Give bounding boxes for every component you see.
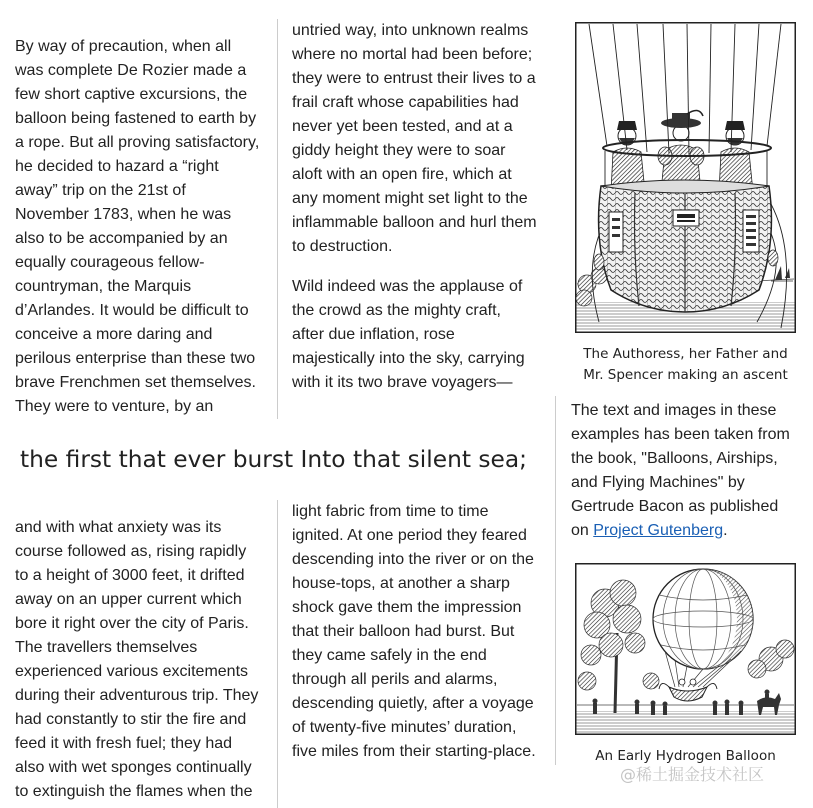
text-line: d’Arlandes. It would be difficult to bbox=[15, 302, 249, 319]
caption-line: The Authoress, her Father and bbox=[583, 346, 788, 362]
text-line: after due inflation, rose bbox=[292, 326, 455, 343]
text-line: perilous enterprise than these two bbox=[15, 350, 256, 367]
text-line: By way of precaution, when all bbox=[15, 38, 232, 55]
text-line: examples has been taken from bbox=[571, 426, 790, 443]
text-line: and Flying Machines" by bbox=[571, 474, 745, 491]
text-line: five miles from their starting-place. bbox=[292, 743, 536, 760]
column-rule-top bbox=[277, 19, 278, 419]
text-line: with it its two brave voyagers— bbox=[292, 374, 513, 391]
figure-hydrogen-balloon bbox=[575, 563, 796, 735]
text-line: away” trip on the 21st of bbox=[15, 182, 186, 199]
text-line: majestically into the sky, carrying bbox=[292, 350, 525, 367]
text-line: frail craft whose capabilities had bbox=[292, 94, 519, 111]
wicker-basket bbox=[594, 180, 778, 312]
caption-line: Mr. Spencer making an ascent bbox=[583, 367, 788, 383]
text-line: away on an upper current which bbox=[15, 591, 242, 608]
credit-prefix: on bbox=[571, 522, 594, 539]
text-line: The travellers themselves bbox=[15, 639, 198, 656]
text-line: the book, "Balloons, Airships, bbox=[571, 450, 778, 467]
text-line: any moment might set light to the bbox=[292, 190, 528, 207]
text-line: shock gave them the impression bbox=[292, 599, 522, 616]
text-line: also to be accompanied by an bbox=[15, 230, 228, 247]
figure-1-caption bbox=[575, 344, 796, 386]
text-line: of twenty-five minutes’ duration, bbox=[292, 719, 517, 736]
text-line: experienced various excitements bbox=[15, 663, 249, 680]
text-line: never yet been tested, and at a bbox=[292, 118, 513, 135]
column-rule-bottom bbox=[277, 500, 278, 808]
text-line: They were to venture, by an bbox=[15, 398, 214, 415]
bottom-column-2 bbox=[292, 500, 539, 764]
text-line: to destruction. bbox=[292, 238, 393, 255]
text-line: to a height of 3000 feet, it drifted bbox=[15, 567, 245, 584]
text-line: giddy height they were to soar bbox=[292, 142, 506, 159]
figure-authoress-ascent bbox=[575, 22, 796, 333]
project-gutenberg-link[interactable]: Project Gutenberg bbox=[593, 522, 724, 539]
text-line: balloon being fastened to earth by bbox=[15, 110, 257, 127]
text-line: November 1783, when he was bbox=[15, 206, 232, 223]
text-line: he decided to hazard a “right bbox=[15, 158, 219, 175]
text-line bbox=[571, 519, 796, 543]
text-line: equally courageous fellow- bbox=[15, 254, 205, 271]
top-column-1 bbox=[15, 35, 262, 419]
text-line: the crowd as the mighty craft, bbox=[292, 302, 501, 319]
text-line: bore it right over the city of Paris. bbox=[15, 615, 249, 632]
text-line: a rope. But all proving satisfactory, bbox=[15, 134, 260, 151]
top-column-2 bbox=[292, 19, 539, 395]
text-line: that their balloon had burst. But bbox=[292, 623, 515, 640]
text-line: aloft with an open fire, which at bbox=[292, 166, 512, 183]
text-line: during their adventurous trip. They bbox=[15, 687, 259, 704]
source-credit bbox=[571, 399, 796, 543]
hydrogen-balloon-illustration bbox=[575, 563, 796, 735]
text-line: ignited. At one period they feared bbox=[292, 527, 527, 544]
text-line: was complete De Rozier made a bbox=[15, 62, 247, 79]
paragraph bbox=[292, 275, 539, 395]
text-line: also with wet sponges continually bbox=[15, 759, 252, 776]
text-line: inflammable balloon and hurl them bbox=[292, 214, 537, 231]
balloon-basket-ascent-illustration bbox=[575, 22, 796, 333]
text-line: to extinguish the flames when the bbox=[15, 783, 253, 800]
text-line: descending into the river or on the bbox=[292, 551, 534, 568]
text-line: The text and images in these bbox=[571, 402, 777, 419]
text-line: brave Frenchmen set themselves. bbox=[15, 374, 256, 391]
paragraph bbox=[15, 516, 262, 804]
text-line: Gertrude Bacon as published bbox=[571, 498, 779, 515]
text-line: where no mortal had been before; bbox=[292, 46, 533, 63]
text-line: through all perils and alarms, bbox=[292, 671, 498, 688]
text-line: they were to entrust their lives to a bbox=[292, 70, 536, 87]
text-line: untried way, into unknown realms bbox=[292, 22, 529, 39]
text-line: descending quietly, after a voyage bbox=[292, 695, 534, 712]
text-line: Wild indeed was the applause of bbox=[292, 278, 523, 295]
caption-line: An Early Hydrogen Balloon bbox=[595, 748, 776, 764]
credit-suffix: . bbox=[723, 522, 728, 539]
bottom-column-1 bbox=[15, 516, 262, 804]
paragraph bbox=[292, 19, 539, 259]
text-line: had constantly to stir the fire and bbox=[15, 711, 247, 728]
sidebar-divider bbox=[555, 396, 556, 765]
text-line: light fabric from time to time bbox=[292, 503, 489, 520]
paragraph bbox=[292, 500, 539, 764]
text-line: course followed as, rising rapidly bbox=[15, 543, 247, 560]
text-line: they came safely in the end bbox=[292, 647, 487, 664]
text-line: feed it with fresh fuel; they had bbox=[15, 735, 233, 752]
text-line: conceive a more daring and bbox=[15, 326, 213, 343]
text-line: house-tops, at another a sharp bbox=[292, 575, 510, 592]
text-line: countryman, the Marquis bbox=[15, 278, 192, 295]
text-line: few short captive excursions, the bbox=[15, 86, 248, 103]
watermark: @稀土掘金技术社区 bbox=[620, 765, 765, 784]
text-line: and with what anxiety was its bbox=[15, 519, 222, 536]
pull-quote: the first that ever burst Into that silent sea; bbox=[20, 446, 527, 473]
